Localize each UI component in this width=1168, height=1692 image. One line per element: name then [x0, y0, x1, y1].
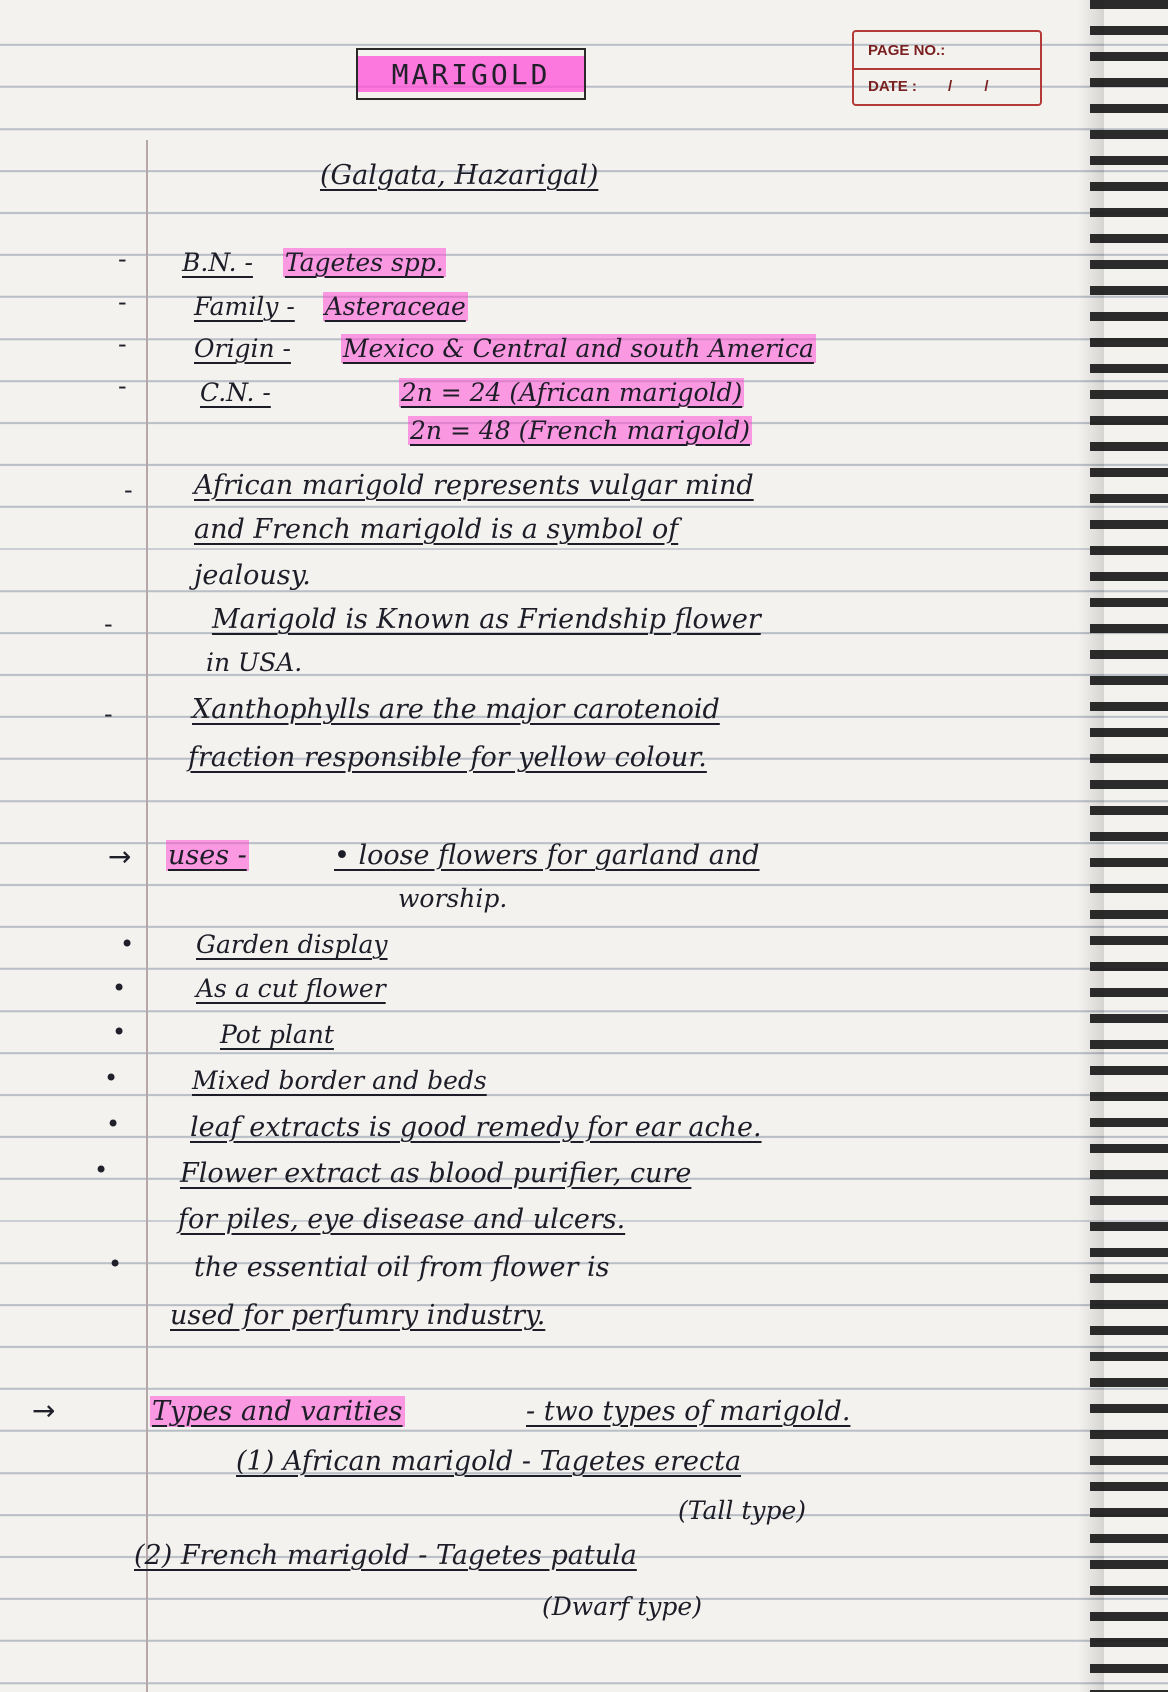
note-line: and French marigold is a symbol of [194, 514, 679, 545]
types-heading [150, 1396, 405, 1427]
note-line: jealousy. [194, 560, 311, 591]
use-item: • loose flowers for garland and [334, 840, 760, 871]
dash-mark: - [118, 288, 127, 316]
type-line: (Dwarf type) [542, 1592, 702, 1621]
fact-label: B.N. - [182, 248, 253, 277]
arrow-mark: → [32, 1394, 56, 1427]
subtitle: (Galgata, Hazarigal) [320, 160, 599, 191]
use-item: As a cut flower [196, 974, 386, 1003]
bullet-mark: • [108, 1250, 123, 1278]
margin-line [146, 140, 148, 1692]
date-value: / / [948, 78, 1003, 95]
dash-mark: - [124, 476, 133, 504]
types-heading-text: Types and varities [152, 1396, 403, 1427]
fact-value: Mexico & Central and south America [342, 334, 814, 363]
fact-value: Asteraceae [324, 292, 466, 321]
bullet-mark: • [106, 1110, 121, 1138]
use-item: leaf extracts is good remedy for ear ache. [190, 1112, 762, 1143]
fact-value: 2n = 24 (African marigold) [400, 378, 743, 407]
note-line: Marigold is Known as Friendship flower [212, 604, 761, 635]
uses-heading [166, 840, 249, 871]
use-item: the essential oil from flower is [194, 1252, 610, 1283]
bullet-mark: • [112, 1018, 127, 1046]
use-item: Flower extract as blood purifier, cure [180, 1158, 692, 1189]
fact-label: Family - [194, 292, 295, 321]
page-date-box [852, 30, 1042, 106]
page-title: MARIGOLD [391, 58, 551, 91]
note-line: African marigold represents vulgar mind [194, 470, 754, 501]
bullet-mark: • [112, 974, 127, 1002]
fact-label: C.N. - [200, 378, 271, 407]
use-item: Garden display [196, 930, 388, 959]
arrow-mark: → [108, 840, 132, 873]
use-item: Mixed border and beds [192, 1066, 487, 1095]
dash-mark: - [104, 610, 113, 638]
note-line: in USA. [206, 648, 303, 677]
fact-value: Tagetes spp. [284, 248, 444, 277]
dash-mark: - [118, 372, 127, 400]
use-item: worship. [398, 884, 508, 913]
page-date-divider [854, 68, 1040, 70]
type-line: (Tall type) [678, 1496, 807, 1525]
bullet-mark: • [104, 1064, 119, 1092]
dash-mark: - [104, 700, 113, 728]
spiral-binding [1090, 0, 1168, 1692]
date-label: DATE : [868, 78, 917, 95]
title-box [356, 48, 586, 100]
fact-label: Origin - [194, 334, 291, 363]
dash-mark: - [118, 245, 127, 273]
dash-mark: - [118, 330, 127, 358]
uses-heading-text: uses - [168, 840, 247, 871]
bullet-mark: • [94, 1156, 109, 1184]
fact-value: 2n = 48 (French marigold) [410, 416, 750, 445]
use-item: Pot plant [220, 1020, 334, 1049]
use-item: for piles, eye disease and ulcers. [178, 1204, 626, 1235]
types-intro: - two types of marigold. [526, 1396, 851, 1427]
note-line: fraction responsible for yellow colour. [188, 742, 707, 773]
type-line: (1) African marigold - Tagetes erecta [236, 1446, 742, 1477]
fact-bn [182, 248, 446, 277]
fact-cn [200, 378, 744, 407]
page-no-label: PAGE NO.: [868, 42, 946, 59]
fact-cn-2 [408, 416, 752, 445]
fact-family [194, 292, 468, 321]
note-line: Xanthophylls are the major carotenoid [192, 694, 720, 725]
type-line: (2) French marigold - Tagetes patula [134, 1540, 637, 1571]
fact-origin [194, 334, 816, 363]
bullet-mark: • [120, 930, 135, 958]
use-item: used for perfumry industry. [170, 1300, 546, 1331]
